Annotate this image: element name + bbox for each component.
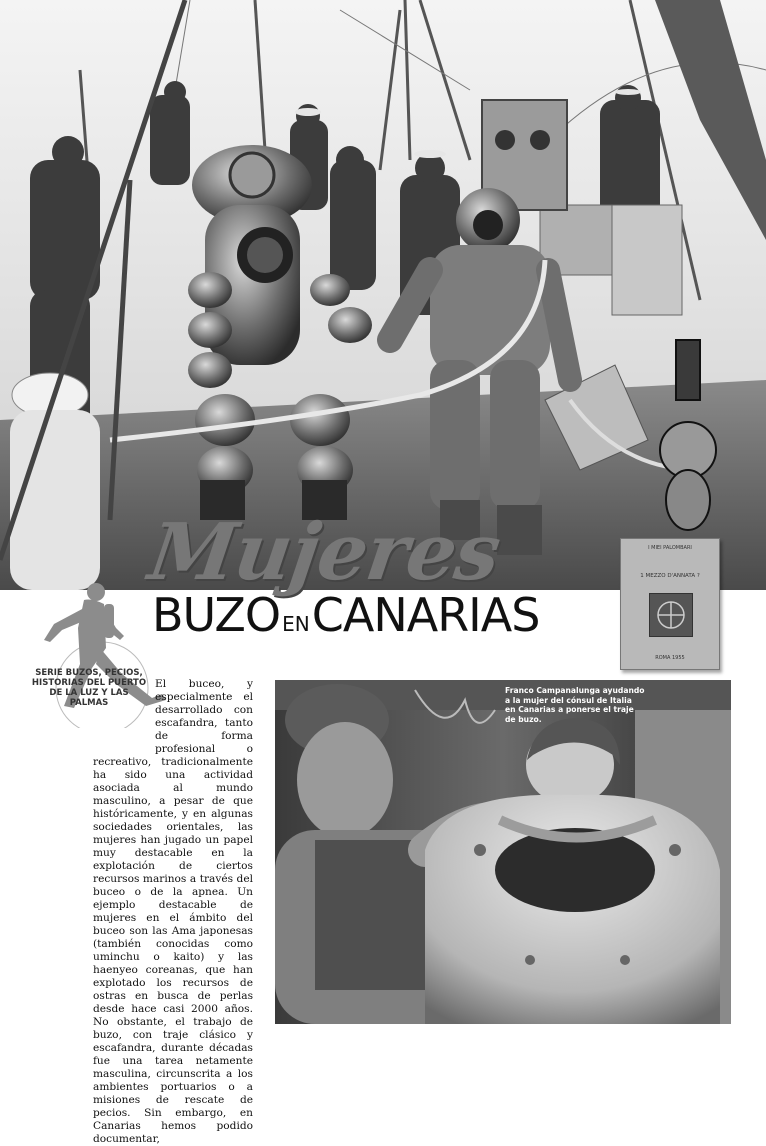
title-connector: EN bbox=[282, 612, 310, 636]
book-subtitle: 1 MEZZO D'ANNATA ? bbox=[640, 573, 700, 579]
book-cover-image bbox=[620, 538, 720, 670]
title-word-left: BUZO bbox=[152, 588, 281, 642]
series-label: SERIE BUZOS, PECIOS, HISTORIAS DEL PUERTO DE LA LUZ Y LAS PALMAS bbox=[31, 668, 147, 708]
article-body bbox=[93, 678, 253, 1145]
page-title bbox=[152, 588, 540, 642]
title-word-right: CANARIAS bbox=[311, 588, 540, 642]
text-wrap-spacer bbox=[93, 678, 155, 756]
book-footer: ROMA 1955 bbox=[655, 655, 685, 661]
photo-caption: Franco Campanalunga ayudando a la mujer del cónsul de Italia en Canarias a ponerse el traje de buzo. bbox=[505, 686, 645, 724]
title-script-word: Mujeres bbox=[143, 507, 506, 598]
book-emblem-icon bbox=[649, 593, 693, 637]
article-body-text: El buceo, y especialmente el desarrollado con escafandra, tanto de forma profesional o recreativo, tradicionalmente ha sido una actividad asociada al mundo masculino, a pesar de que históricamente, y en algunas sociedades orientales, las mujeres han jugado un papel muy destacable en la explotación de ciertos recursos marinos a través del buceo o de la apnea. Un ejemplo destacable de mujeres en el ámbito del buceo son las Ama japonesas (también conocidas como uminchu o kaito) y las haenyeo coreanas, que han explotado los recursos de ostras en busca de perlas desde hace casi 2000 años. No obstante, el trabajo de buzo, con traje clásico y escafandra, durante décadas fue una tarea netamente masculina, circunscrita a los ambientes portuarios o a misiones de rescate de pecios. Sin embargo, en Canarias hemos podido documentar, bbox=[93, 678, 253, 1145]
consul-wife-photo bbox=[275, 680, 731, 1024]
book-heading: I MIEI PALOMBARI bbox=[648, 545, 692, 551]
